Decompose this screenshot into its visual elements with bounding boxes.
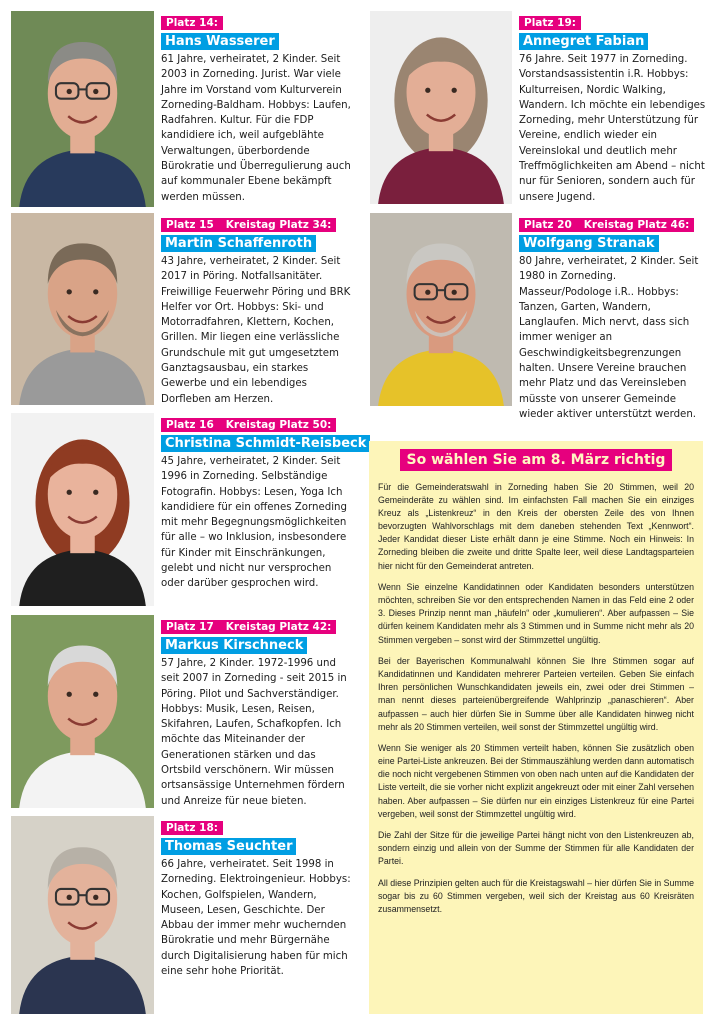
eye [425, 290, 430, 295]
place-label: Platz 19: [519, 16, 581, 30]
candidate-photo [11, 11, 154, 207]
candidate-name: Thomas Seuchter [161, 838, 296, 855]
candidate-bio: 76 Jahre. Seit 1977 in Zorneding. Vorstandsassistentin i.R. Hobbys: Kulturreisen, Nordic Walking, Wandern. Ich möchte ein lebendiges Zorneding, mehr Unterstützung für Vereine, endlich wieder ein Vereinslokal und deutlich mehr Treffmöglichkeiten am Abend – nicht nur für Senioren, sondern auch für unsere Jugend. [519, 54, 706, 203]
candidate-bio: 66 Jahre, verheiratet. Seit 1998 in Zorneding. Elektroingenieur. Hobbys: Kochen, Golfspielen, Wandern, Museen, Lesen, Geschichte. Der Abbau der immer mehr wuchernden Bürokratie und mehr Bürgernähe durch Digitalisierung haben für mich eine sehr hohe Priorität. [161, 859, 351, 978]
place-label: Platz 17 Kreistag Platz 42: [161, 620, 336, 634]
eye [67, 895, 72, 900]
candidate-name: Hans Wasserer [161, 33, 279, 50]
candidate-card-17 [11, 615, 351, 811]
eye [67, 692, 72, 697]
instruction-paragraph: Bei der Bayerischen Kommunalwahl können Sie Ihre Stimmen sogar auf Kandidatinnen und Kandidaten mehrerer Parteien verteilen. Geben Sie einfach Ihren persönlichen Wunschkandidaten jeweils ein, zwei oder drei Stimmen – man nennt dieses parteienübergreifende Wahlprinzip „panaschieren“. Aber aufpassen – auch hier dürfen Sie in Summe über alle Kandidaten hinweg nicht mehr als 20 Stimmen verteilen, weil sonst der Stimmzettel ungültig wird. [378, 656, 694, 732]
candidate-bio: 80 Jahre, verheiratet, 2 Kinder. Seit 1980 in Zorneding. Masseur/Podologe i.R.. Hobbys: Tanzen, Garten, Wandern, Langlaufen. Mich nervt, dass sich immer weniger an Geschwindigkeitsbegrenzungen halten. Unsere Vereine brauchen mehr Platz und das Vereinsleben müsste von unserer Gemeinde wieder aktiver unterstützt werden. [519, 256, 699, 420]
place-label: Platz 18: [161, 821, 223, 835]
instruction-paragraph: Die Zahl der Sitze für die jeweilige Partei hängt nicht von den Listenkreuzen ab, sondern einzig und allein von der Summe der Stimmen für alle Kandidaten der Partei. [378, 830, 694, 867]
candidate-bio: 57 Jahre, 2 Kinder. 1972-1996 und seit 2007 in Zorneding - seit 2015 in Pöring. Pilot und Sachverständiger. Hobbys: Musik, Lesen, Reisen, Skifahren, Laufen, Schafkopfen. Ich möchte das Miteinander der Generationen stärken und das Ortsbild verschönern. Wir müssen ortsansässige Unternehmen fördern und Anreize für neue bieten. [161, 658, 347, 807]
candidate-name: Christina Schmidt-Reisbeck [161, 435, 370, 452]
eye [67, 289, 72, 294]
candidate-photo [11, 816, 154, 1014]
candidate-bio: 45 Jahre, verheiratet, 2 Kinder. Seit 1996 in Zorneding. Selbständige Fotografin. Hobbys: Lesen, Yoga Ich kandidiere für ein offenes Zorneding mit mehr Begegnungsmöglichkeiten für alle – wo Inklusion, insbesondere für Kinder mit Einschränkungen, gelebt und nicht nur versprochen oder darüber gesprochen wird. [161, 456, 347, 590]
candidate-bio: 61 Jahre, verheiratet, 2 Kinder. Seit 2003 in Zorneding. Jurist. War viele Jahre im Vorstand vom Kulturverein Zorneding-Baldham. Hobbys: Laufen, Radfahren. Kultur. Für die FDP kandidiere ich, weil aufgeblähte Verwaltungen, überbordende Bürokratie und Überregulierung auch auf kommunaler Ebene bekämpft werden müssen. [161, 54, 351, 203]
voting-instructions-title: So wählen Sie am 8. März richtig [378, 449, 694, 471]
place-label: Platz 15 Kreistag Platz 34: [161, 218, 336, 232]
eye [452, 88, 457, 93]
voting-instructions-box [369, 441, 703, 1014]
candidate-name: Markus Kirschneck [161, 637, 307, 654]
instruction-paragraph: Wenn Sie einzelne Kandidatinnen oder Kandidaten besonders unterstützen möchten, schreiben Sie vor den entsprechenden Namen in das Feld eine 2 oder 3. Dieses Prinzip nennt man „häufeln“ oder „kumulieren“. Aber aufpassen – Sie dürfen keinem Kandidaten mehr als 3 Stimmen und in Summe nicht mehr als 20 Stimmen vergeben – sonst wird der Stimmzettel ungültig. [378, 582, 694, 645]
candidate-card-18 [11, 816, 351, 1014]
place-label: Platz 14: [161, 16, 223, 30]
eye [67, 490, 72, 495]
eye [452, 290, 457, 295]
candidate-card-19 [370, 11, 706, 207]
instruction-paragraph: Wenn Sie weniger als 20 Stimmen verteilt haben, können Sie zusätzlich oben eine Partei-Liste ankreuzen. Bei der Stimmauszählung werden dann automatisch die noch nicht vergebenen Stimmen von oben nach unten auf die Kandidaten der Liste verteilt, die sie vorher nicht explizit angekreuzt oder mit einer Zahl versehen haben. Aber aufpassen – Sie dürfen nur ein einziges Listenkreuz für eine Partei vergeben, weil sonst der Stimmzettel ungültig wird. [378, 743, 694, 819]
place-label: Platz 16 Kreistag Platz 50: [161, 418, 336, 432]
candidate-name: Annegret Fabian [519, 33, 648, 50]
candidate-photo [11, 213, 154, 405]
eye [93, 89, 98, 94]
candidate-card-16 [11, 413, 367, 609]
eye [93, 692, 98, 697]
candidate-photo [370, 213, 512, 406]
candidate-photo [370, 11, 512, 204]
eye [425, 88, 430, 93]
candidate-name: Wolfgang Stranak [519, 235, 659, 252]
candidate-card-20 [370, 213, 706, 420]
candidate-photo [11, 413, 154, 606]
candidate-bio: 43 Jahre, verheiratet, 2 Kinder. Seit 2017 in Pöring. Notfallsanitäter. Freiwillige Feuerwehr Pöring und BRK Helfer vor Ort. Hobbys: Ski- und Motorradfahren, Klettern, Kochen, Grillen. Mir liegen eine verlässliche Grundschule mit gut umgesetztem Ganztagsausbau, ein starkes Gewerbe und ein lebendiges Dorfleben am Herzen. [161, 256, 351, 405]
place-label: Platz 20 Kreistag Platz 46: [519, 218, 694, 232]
eye [67, 89, 72, 94]
candidate-name: Martin Schaffenroth [161, 235, 316, 252]
eye [93, 289, 98, 294]
eye [93, 490, 98, 495]
candidate-card-14 [11, 11, 351, 207]
instruction-paragraph: All diese Prinzipien gelten auch für die Kreistagswahl – hier dürfen Sie in Summe sogar bis zu 60 Stimmen vergeben, weil sich der Kreistag aus 60 Kreisräten zusammensetzt. [378, 878, 694, 915]
candidate-card-15 [11, 213, 351, 409]
instruction-paragraph: Für die Gemeinderatswahl in Zorneding haben Sie 20 Stimmen, weil 20 Gemeinderäte zu wählen sind. Im einfachsten Fall machen Sie ein einziges Kreuz als „Listenkreuz“ in den Kreis der obersten Zeile des von Ihnen bevorzugten Wahlvorschlags mit dem daneben stehenden Text „Kennwort“. Jeder Kandidat dieser Liste erhält dann je eine Stimme. Noch ein Hinweis: In Zorneding bleiben die zweite und dritte Spalte leer, weil diese Landtagsparteien hier nicht für den Gemeinderat antreten. [378, 482, 694, 571]
eye [93, 895, 98, 900]
candidate-photo [11, 615, 154, 808]
